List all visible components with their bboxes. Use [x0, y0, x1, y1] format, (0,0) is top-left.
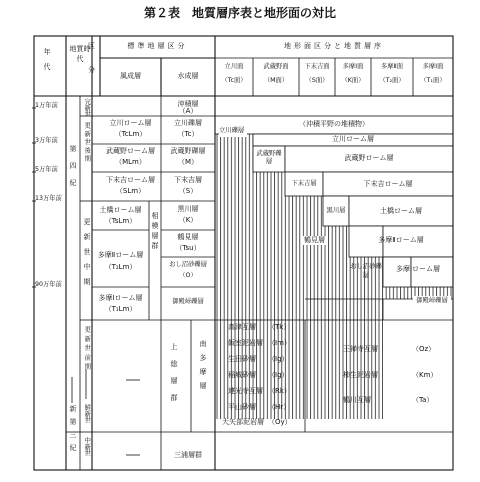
- surface-name: 多摩Ⅰ面: [342, 63, 364, 70]
- std-shimosueyoshi-loam-code: （SLm）: [115, 187, 146, 195]
- era-koshinsei-kouki: 更新世後期: [83, 122, 91, 164]
- right-code: （Ta）: [412, 396, 434, 404]
- std-musashino-loam: 武蔵野ローム層: [106, 147, 155, 155]
- era-dai4ki: 第四紀: [69, 145, 77, 196]
- era-koshinsei-chuki: 更新世中期: [83, 218, 91, 293]
- terrain-musashino-loam: 武蔵野ローム層: [344, 154, 394, 162]
- terrain-tama1-loam: 多摩Ⅰローム層: [395, 265, 441, 273]
- surface-sub: （M面）: [263, 77, 289, 84]
- kazusa-row: 連光寺互層: [228, 387, 263, 395]
- terrain-tsukui-loam: 土橋ローム層: [380, 207, 422, 215]
- kazusa-code: （Rk）: [268, 387, 291, 395]
- kazusa-code: （Tk）: [268, 323, 291, 331]
- surface-name: 多摩Ⅱ面: [381, 63, 403, 70]
- terrain-shimosueyoshi-loam: 下末吉ローム層: [363, 180, 413, 188]
- std-chuseki: 沖積層: [177, 100, 199, 108]
- right-code: （Km）: [412, 371, 438, 379]
- age-label: 3万年前: [35, 137, 58, 144]
- std-musashino-gravel: 武蔵野礫層: [170, 147, 206, 155]
- terrain-tachikawa-loam: 立川ローム層: [332, 135, 374, 143]
- std-kazusa: 上総層群: [170, 343, 178, 411]
- std-tama1-loam: 多摩Ⅰローム層: [98, 294, 143, 302]
- kazusa-code: （Ig）: [268, 355, 289, 363]
- kazusa-row: 稲城砂層: [228, 371, 256, 379]
- std-musashino-loam-code: （MLm）: [115, 158, 146, 166]
- age-label: 90万年前: [35, 281, 62, 288]
- std-oshinuma-code: （O）: [179, 272, 197, 279]
- header-suisei: 水成層: [177, 72, 199, 80]
- std-gotenmine: 御殿峠礫層: [172, 298, 204, 305]
- std-minamitama: 南多摩層: [199, 340, 207, 396]
- kazusa-row: 飯室泥岩層: [228, 339, 263, 347]
- surface-sub: （T₂面）: [379, 77, 405, 84]
- std-oshinuma: おし沼砂礫層: [169, 261, 207, 268]
- header-chishitsu-jidai: 地質時代: [69, 45, 91, 63]
- std-shimosueyoshi: 下末吉層: [174, 176, 202, 184]
- header-nendai: 年代: [43, 48, 51, 78]
- std-miura: 三浦層群: [174, 451, 202, 459]
- right-row: 鶴川互層: [343, 396, 371, 404]
- terrain-musashino-gravel: 武蔵野礫層: [256, 150, 282, 165]
- terrain-shimosueyoshi: 下末吉層: [291, 180, 317, 187]
- kazusa-row: 高津互層: [228, 323, 256, 331]
- header-fusei: 風成層: [120, 72, 141, 80]
- std-tsurumi-code: （Tsu）: [175, 244, 201, 252]
- std-sagami: 相模層群: [151, 212, 159, 252]
- std-kurokawa: 黒川層: [177, 205, 199, 213]
- right-row: 王禅寺互層: [343, 345, 378, 353]
- era-kanshinsei: 完新世: [83, 98, 91, 117]
- surface-sub: （K面）: [341, 77, 365, 84]
- age-label: 1万年前: [35, 102, 58, 109]
- era-dai3ki: 新第三紀: [69, 405, 77, 457]
- right-code: （Oz）: [412, 345, 436, 353]
- std-shimosueyoshi-code: （S）: [178, 187, 198, 195]
- table-title: 第２表 地質層序表と地形面の対比: [143, 6, 336, 20]
- std-tsukui-loam-code: （TsLm）: [104, 217, 137, 225]
- std-tachikawa-gravel-code: （Tc）: [177, 130, 199, 138]
- std-tama1-loam-code: （T₁Lm）: [104, 305, 137, 313]
- kazusa-row: 生田砂層: [228, 355, 256, 363]
- std-musashino-gravel-code: （M）: [177, 158, 199, 166]
- std-tama2-loam: 多摩Ⅱローム層: [97, 251, 144, 259]
- terrain-tachikawa-gravel: 立川礫層: [219, 127, 245, 134]
- terrain-oshinuma: おし沼砂礫層: [350, 263, 382, 279]
- kazusa-code: （Oy）: [268, 418, 292, 426]
- surface-sub: （T₁面）: [420, 77, 446, 84]
- surface-name: 多摩Ⅰ面: [422, 63, 444, 70]
- terrain-kurokawa: 黒川層: [326, 207, 346, 214]
- age-label: 5万年前: [35, 166, 58, 173]
- kazusa-code: （Im）: [268, 339, 291, 347]
- terrain-gotenmine: 御殿峠礫層: [413, 296, 451, 305]
- kazusa-row: 大矢部泥岩層: [222, 418, 264, 426]
- surface-name: 武蔵野面: [263, 63, 289, 70]
- era-koshinsei-zenki: 更新世前期: [83, 326, 91, 373]
- right-row: 柿生泥岩層: [343, 371, 378, 379]
- header-bun: 分: [88, 66, 95, 74]
- std-tama2-loam-code: （T₂Lm）: [104, 263, 137, 271]
- std-chuseki-code: （A）: [178, 107, 198, 115]
- kazusa-code: （Ig）: [268, 371, 289, 379]
- age-label: 13万年前: [35, 195, 62, 202]
- std-shimosueyoshi-loam: 下末吉ローム層: [106, 176, 155, 184]
- std-tachikawa-gravel: 立川礫層: [174, 119, 202, 127]
- std-tachikawa-loam-code: （TcLm）: [114, 130, 147, 138]
- std-tsurumi: 鶴見層: [177, 233, 199, 241]
- terrain-tama2-loam: 多摩Ⅱローム層: [378, 236, 424, 244]
- terrain-tsurumi: 鶴見層: [304, 236, 325, 244]
- surface-name: 下末吉面: [304, 63, 330, 70]
- header-ku: 区: [88, 42, 95, 50]
- era-chushinsei: 中新世: [83, 437, 91, 456]
- kazusa-code: （Hr）: [268, 403, 291, 411]
- era-senshinsei: 鮮新世: [83, 404, 91, 423]
- terrain-alluvium: （沖積平野の堆積物）: [299, 120, 369, 128]
- kazusa-row: 平山砂層: [228, 403, 256, 411]
- surface-sub: （S面）: [305, 77, 329, 84]
- header-chikei: 地形面区分と地質層序: [284, 42, 384, 50]
- surface-sub: （Tc面）: [221, 77, 247, 84]
- std-tachikawa-loam: 立川ローム層: [109, 119, 152, 127]
- std-kurokawa-code: （K）: [178, 216, 198, 224]
- header-hyojun: 標準地層区分: [127, 42, 188, 50]
- std-tsukui-loam: 土橋ローム層: [99, 206, 142, 214]
- surface-name: 立川面: [224, 63, 244, 70]
